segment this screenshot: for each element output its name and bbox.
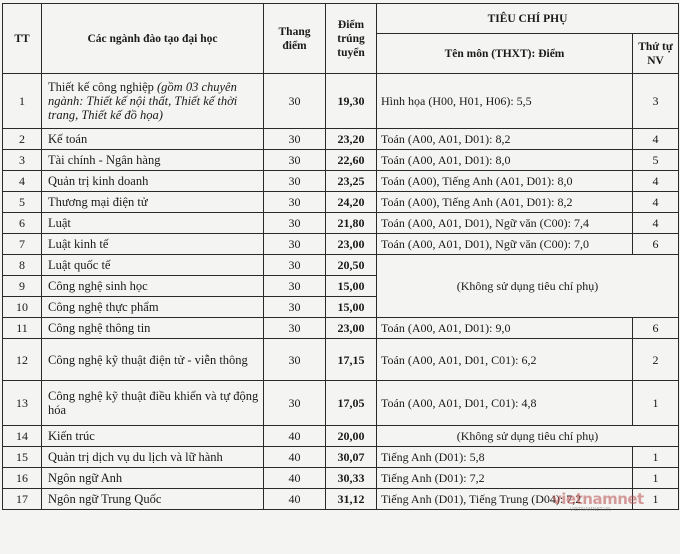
row-tt: 9	[3, 276, 42, 297]
row-criteria: Toán (A00, A01, D01): 8,2	[377, 129, 633, 150]
row-tt: 2	[3, 129, 42, 150]
row-tt: 10	[3, 297, 42, 318]
row-score: 31,12	[326, 489, 377, 510]
row-scale: 30	[264, 74, 326, 129]
row-criteria: Tiếng Anh (D01), Tiếng Trung (D04): 7,2	[377, 489, 633, 510]
merged-no-criteria-note: (Không sử dụng tiêu chí phụ)	[377, 426, 679, 447]
row-order: 6	[633, 234, 679, 255]
row-score: 22,60	[326, 150, 377, 171]
row-score: 20,00	[326, 426, 377, 447]
header-scale: Thang điểm	[264, 4, 326, 74]
row-criteria: Toán (A00, A01, D01): 9,0	[377, 318, 633, 339]
row-score: 30,07	[326, 447, 377, 468]
table-row	[3, 213, 679, 234]
row-score: 23,25	[326, 171, 377, 192]
row-tt: 16	[3, 468, 42, 489]
header-score: Điểm trúng tuyển	[326, 4, 377, 74]
row-scale: 30	[264, 213, 326, 234]
row-tt: 8	[3, 255, 42, 276]
row-score: 17,15	[326, 339, 377, 381]
row-tt: 3	[3, 150, 42, 171]
row-score: 23,00	[326, 318, 377, 339]
row-score: 19,30	[326, 74, 377, 129]
row-tt: 5	[3, 192, 42, 213]
table-row	[3, 255, 679, 276]
row-scale: 40	[264, 489, 326, 510]
row-score: 24,20	[326, 192, 377, 213]
row-major	[42, 74, 264, 129]
row-tt: 11	[3, 318, 42, 339]
header-order: Thứ tự NV	[633, 34, 679, 74]
table-row	[3, 381, 679, 426]
row-tt: 13	[3, 381, 42, 426]
row-tt: 1	[3, 74, 42, 129]
row-order: 2	[633, 339, 679, 381]
table-row	[3, 129, 679, 150]
row-scale: 30	[264, 276, 326, 297]
row-major: Thương mại điện tử	[42, 192, 264, 213]
table-row	[3, 74, 679, 129]
row-major: Công nghệ kỹ thuật điều khiển và tự động hóa	[42, 381, 264, 426]
row-major: Công nghệ thông tin	[42, 318, 264, 339]
row-criteria: Toán (A00, A01, D01), Ngữ văn (C00): 7,0	[377, 234, 633, 255]
row-major: Quản trị kinh doanh	[42, 171, 264, 192]
row-scale: 30	[264, 381, 326, 426]
row-scale: 30	[264, 297, 326, 318]
table-row	[3, 489, 679, 510]
row-scale: 30	[264, 234, 326, 255]
table-row	[3, 318, 679, 339]
row-major: Kế toán	[42, 129, 264, 150]
row-scale: 30	[264, 192, 326, 213]
row-tt: 17	[3, 489, 42, 510]
row-scale: 40	[264, 426, 326, 447]
row-order: 5	[633, 150, 679, 171]
row-criteria: Toán (A00, A01, D01, C01): 6,2	[377, 339, 633, 381]
row-score: 20,50	[326, 255, 377, 276]
row-order: 4	[633, 171, 679, 192]
row-criteria: Hình họa (H00, H01, H06): 5,5	[377, 74, 633, 129]
table-row	[3, 447, 679, 468]
watermark-logo-text: vietnamnet	[552, 490, 644, 508]
row-tt: 6	[3, 213, 42, 234]
row-scale: 30	[264, 129, 326, 150]
row-score: 21,80	[326, 213, 377, 234]
row-criteria: Toán (A00), Tiếng Anh (A01, D01): 8,0	[377, 171, 633, 192]
row-scale: 40	[264, 447, 326, 468]
row-order: 1	[633, 468, 679, 489]
row-major: Ngôn ngữ Trung Quốc	[42, 489, 264, 510]
admission-score-table	[2, 3, 679, 510]
table-row	[3, 192, 679, 213]
table-row	[3, 468, 679, 489]
row-major: Kiến trúc	[42, 426, 264, 447]
row-criteria: Tiếng Anh (D01): 7,2	[377, 468, 633, 489]
row-score: 17,05	[326, 381, 377, 426]
row-score: 30,33	[326, 468, 377, 489]
row-score: 15,00	[326, 297, 377, 318]
row-major: Luật kinh tế	[42, 234, 264, 255]
row-major-main: Thiết kế công nghiệp	[48, 80, 154, 94]
row-major: Quản trị dịch vụ du lịch và lữ hành	[42, 447, 264, 468]
row-criteria: Toán (A00, A01, D01): 8,0	[377, 150, 633, 171]
row-score: 23,00	[326, 234, 377, 255]
row-tt: 4	[3, 171, 42, 192]
watermark-sub-text: VIETNAMNET.VN	[570, 507, 611, 513]
table-row	[3, 234, 679, 255]
row-major: Công nghệ kỹ thuật điện tử - viễn thông	[42, 339, 264, 381]
row-tt: 12	[3, 339, 42, 381]
row-criteria: Toán (A00, A01, D01), Ngữ văn (C00): 7,4	[377, 213, 633, 234]
merged-no-criteria-note: (Không sử dụng tiêu chí phụ)	[377, 255, 679, 318]
row-major-note: (gồm 03 chuyên ngành: Thiết kế nội thất, Thiết kế thời trang, Thiết kế đồ họa)	[48, 80, 238, 122]
row-score: 23,20	[326, 129, 377, 150]
row-major: Luật quốc tế	[42, 255, 264, 276]
row-order: 1	[633, 381, 679, 426]
row-major: Công nghệ thực phẩm	[42, 297, 264, 318]
row-order: 1	[633, 447, 679, 468]
row-order: 4	[633, 213, 679, 234]
row-scale: 40	[264, 468, 326, 489]
row-order: 6	[633, 318, 679, 339]
row-tt: 7	[3, 234, 42, 255]
row-criteria: Tiếng Anh (D01): 5,8	[377, 447, 633, 468]
row-score: 15,00	[326, 276, 377, 297]
row-scale: 30	[264, 255, 326, 276]
row-scale: 30	[264, 150, 326, 171]
row-major: Tài chính - Ngân hàng	[42, 150, 264, 171]
table-row	[3, 150, 679, 171]
row-order: 3	[633, 74, 679, 129]
row-scale: 30	[264, 318, 326, 339]
header-criteria: TIÊU CHÍ PHỤ	[377, 4, 679, 34]
row-scale: 30	[264, 339, 326, 381]
row-major: Công nghệ sinh học	[42, 276, 264, 297]
row-order: 4	[633, 192, 679, 213]
table-row	[3, 171, 679, 192]
row-major: Ngôn ngữ Anh	[42, 468, 264, 489]
row-scale: 30	[264, 171, 326, 192]
header-subject: Tên môn (THXT): Điểm	[377, 34, 633, 74]
table-row	[3, 339, 679, 381]
row-order: 1	[633, 489, 679, 510]
row-major: Luật	[42, 213, 264, 234]
header-tt: TT	[3, 4, 42, 74]
row-tt: 15	[3, 447, 42, 468]
row-order: 4	[633, 129, 679, 150]
row-criteria: Toán (A00, A01, D01, C01): 4,8	[377, 381, 633, 426]
header-major: Các ngành đào tạo đại học	[42, 4, 264, 74]
row-criteria: Toán (A00), Tiếng Anh (A01, D01): 8,2	[377, 192, 633, 213]
row-tt: 14	[3, 426, 42, 447]
table-row	[3, 426, 679, 447]
